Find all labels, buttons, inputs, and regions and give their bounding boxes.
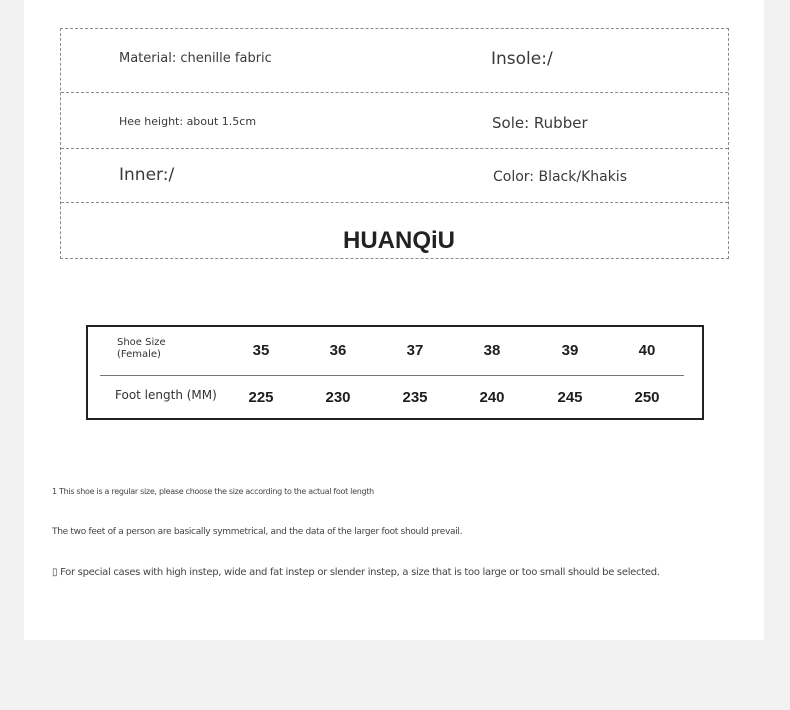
spec-row — [61, 202, 728, 259]
sole-text: Sole: Rubber — [492, 114, 588, 132]
inner-text: Inner:/ — [119, 165, 175, 185]
size-note-3: ▯ For special cases with high instep, wide and fat instep or slender instep, a size that is too large or too small should be selected. — [52, 567, 660, 578]
spec-table — [60, 28, 729, 259]
size-note-1: 1 This shoe is a regular size, please choose the size according to the actual foot length — [52, 487, 374, 496]
shoe-size-label: Shoe Size — [117, 337, 166, 348]
size-table-divider — [100, 375, 684, 376]
size-value: 39 — [561, 342, 579, 359]
size-value: 37 — [406, 342, 424, 359]
spec-row — [61, 148, 728, 202]
brand-logo-text: HUANQiU — [343, 227, 455, 253]
length-value: 230 — [325, 389, 351, 406]
length-value: 245 — [557, 389, 583, 406]
size-note-2: The two feet of a person are basically symmetrical, and the data of the larger foot should prevail. — [52, 527, 463, 537]
length-value: 235 — [402, 389, 428, 406]
heel-height-text: Hee height: about 1.5cm — [119, 115, 257, 128]
spec-row — [61, 92, 728, 148]
length-value: 240 — [479, 389, 505, 406]
length-value: 225 — [248, 389, 274, 406]
size-value: 40 — [638, 342, 656, 359]
spec-row — [61, 29, 728, 92]
color-text: Color: Black/Khakis — [493, 169, 627, 185]
size-value: 35 — [252, 342, 270, 359]
insole-text: Insole:/ — [491, 49, 553, 69]
material-text: Material: chenille fabric — [119, 51, 272, 66]
length-value: 250 — [634, 389, 660, 406]
size-value: 36 — [329, 342, 347, 359]
female-label: (Female) — [117, 349, 161, 360]
brand-logo — [329, 227, 469, 253]
foot-length-label: Foot length (MM) — [115, 388, 217, 402]
size-value: 38 — [483, 342, 501, 359]
size-chart-table — [86, 325, 704, 420]
